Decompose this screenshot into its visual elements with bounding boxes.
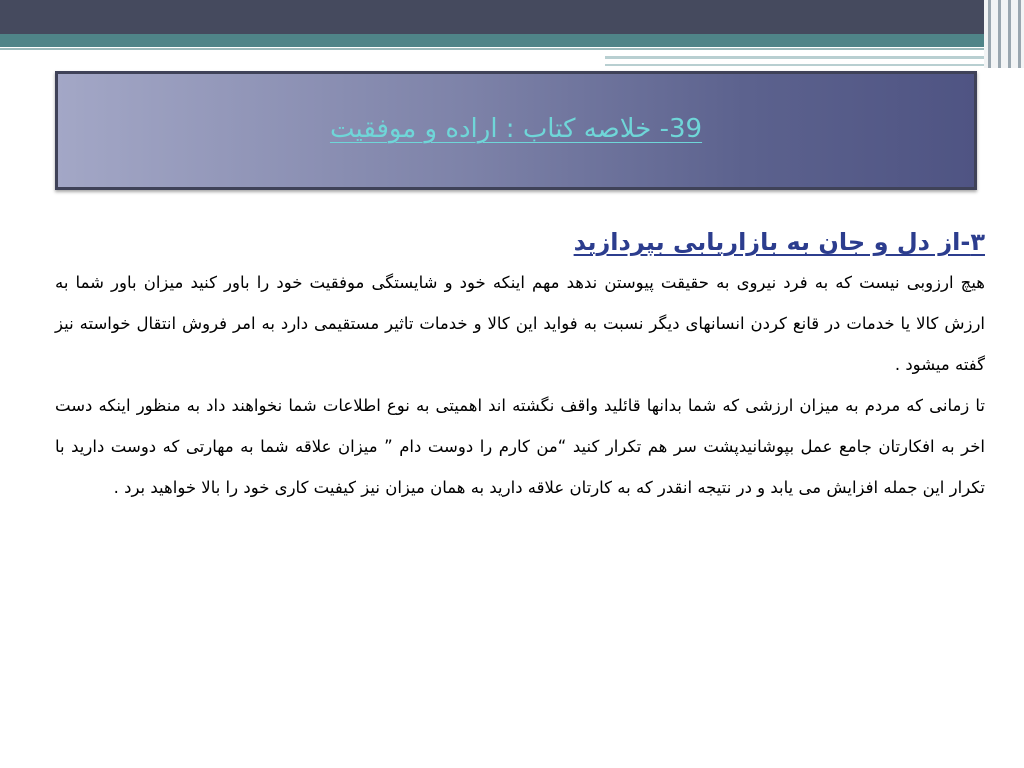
paragraph-1: هیچ ارزوبی نیست که به فرد نیروی به حقیقت پیوستن ندهد مهم اینکه خود و شایستگی موفقیت خود را باور کنید میزان باور شما به ارزش کالا یا خدمات در قانع کردن انسانهای دیگر نسبت به فواید این کالا و خدمات تاثیر مستقیمی دارد به امر فروش انتقال خواسته نیز گفته میشود . — [55, 273, 985, 374]
slide-title-box — [55, 71, 977, 190]
paragraph-2: تا زمانی که مردم به میزان ارزشی که شما بدانها قائلید واقف نگشته اند اهمیتی به نوع اطلاعات شما نخواهند داد به منظور اینکه دست اخر به افکارتان جامع عمل بپوشانیدپشت سر هم تکرار کنید “من کارم را دوست دام ” میزان علاقه شما به مهارتی که دوست دارید با تکرار این جمله افزایش می یابد و در نتیجه انقدر که به کارتان علاقه دارید به همان میزان نیز کیفیت کاری خود را بالا خواهید برد . — [55, 396, 985, 497]
slide-content — [55, 222, 985, 508]
teal-decorative-band — [0, 34, 1024, 47]
section-heading: ۳-از دل و جان به بازاریابی بپردازید — [573, 228, 985, 256]
decorative-line — [605, 56, 1024, 59]
decorative-line — [0, 48, 1024, 50]
slide-title: 39- خلاصه کتاب : اراده و موفقیت — [329, 114, 703, 144]
top-decorative-band — [0, 0, 1024, 34]
decorative-stripes — [984, 0, 1024, 68]
decorative-line — [605, 64, 1024, 66]
